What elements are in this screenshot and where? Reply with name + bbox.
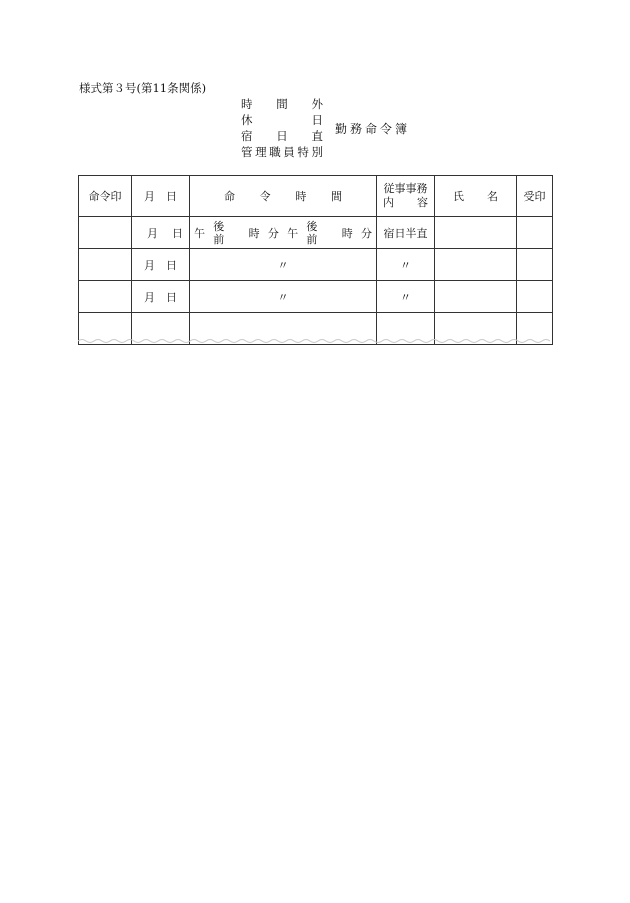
document-title: 勤務命令簿 [335,122,411,136]
am-label: 前 [213,232,225,246]
header-name-char: 名 [487,190,498,203]
cell-month-label: 月 [144,258,155,272]
header-day: 日 [166,190,177,203]
form-number: 様式第３号(第11条関係) [79,81,207,95]
table-header-row [79,176,553,217]
noon-label: 午 [287,226,299,240]
cell-day-label: 日 [166,290,177,304]
cell-duty-content[interactable]: 〃 [377,281,435,313]
cell-name[interactable] [435,281,517,313]
header-order-seal: 命令印 [79,176,132,217]
header-receipt-seal: 受印 [517,176,553,217]
cell-duty-content[interactable]: 〃 [377,249,435,281]
ampm-selector [306,220,317,246]
cell-day-label: 日 [166,258,177,272]
title-line-night-day-duty [241,128,323,144]
cell-receipt-seal[interactable] [517,281,553,313]
title-char: 外 [311,97,323,111]
title-char: 間 [276,97,288,111]
title-char: 時 [241,97,253,111]
cell-receipt-seal[interactable] [517,249,553,281]
cell-receipt-seal[interactable] [517,217,553,249]
title-char: 管 [241,145,253,159]
title-char: 別 [311,145,323,159]
cell-order-time[interactable]: 〃 [190,249,377,281]
title-char: 宿 [241,129,253,143]
noon-label: 午 [194,226,205,240]
title-category-list [241,96,323,160]
cell-date[interactable] [132,217,190,249]
title-char: 員 [283,145,295,159]
cell-day-label: 日 [172,226,183,240]
header-time-char: 時 [295,190,307,203]
header-duty-char: 内 [383,196,394,209]
cell-date[interactable] [132,281,190,313]
title-line-management-special [241,144,323,160]
torn-edge-divider [78,338,553,346]
ampm-selector [213,220,224,246]
header-duty-content [377,176,435,217]
cell-month-label: 月 [147,226,158,240]
cell-order-time[interactable] [190,217,377,249]
table-row [79,217,553,249]
cell-date[interactable] [132,249,190,281]
title-char: 職 [269,145,281,159]
header-name-char: 氏 [453,190,464,203]
hour-label: 時 [341,226,353,240]
cell-order-seal[interactable] [79,217,132,249]
header-time-char: 命 [224,190,235,203]
cell-name[interactable] [435,217,517,249]
pm-label: 後 [213,219,225,233]
table-row [79,281,553,313]
header-time-char: 間 [330,190,342,203]
duty-order-table [78,175,553,345]
cell-order-seal[interactable] [79,281,132,313]
header-order-time [190,176,377,217]
title-char: 日 [276,129,288,143]
am-label: 前 [306,232,318,246]
hour-label: 時 [248,226,260,240]
pm-label: 後 [306,219,318,233]
title-line-holiday [241,112,323,128]
header-month: 月 [144,190,155,203]
header-name [435,176,517,217]
header-date [132,176,190,217]
title-line-overtime [241,96,323,112]
minute-label: 分 [267,226,279,240]
cell-month-label: 月 [144,290,155,304]
cell-name[interactable] [435,249,517,281]
minute-label: 分 [360,226,372,240]
header-time-char: 令 [259,190,271,203]
header-duty-line1: 従事事務 [383,182,428,195]
cell-duty-content[interactable]: 宿日半直 [377,217,435,249]
title-char: 休 [241,113,253,127]
title-char: 直 [311,129,323,143]
header-duty-char: 容 [417,196,428,209]
title-char: 理 [255,145,267,159]
title-char: 日 [311,113,323,127]
title-char: 特 [297,145,309,159]
cell-order-time[interactable]: 〃 [190,281,377,313]
cell-order-seal[interactable] [79,249,132,281]
table-row [79,249,553,281]
